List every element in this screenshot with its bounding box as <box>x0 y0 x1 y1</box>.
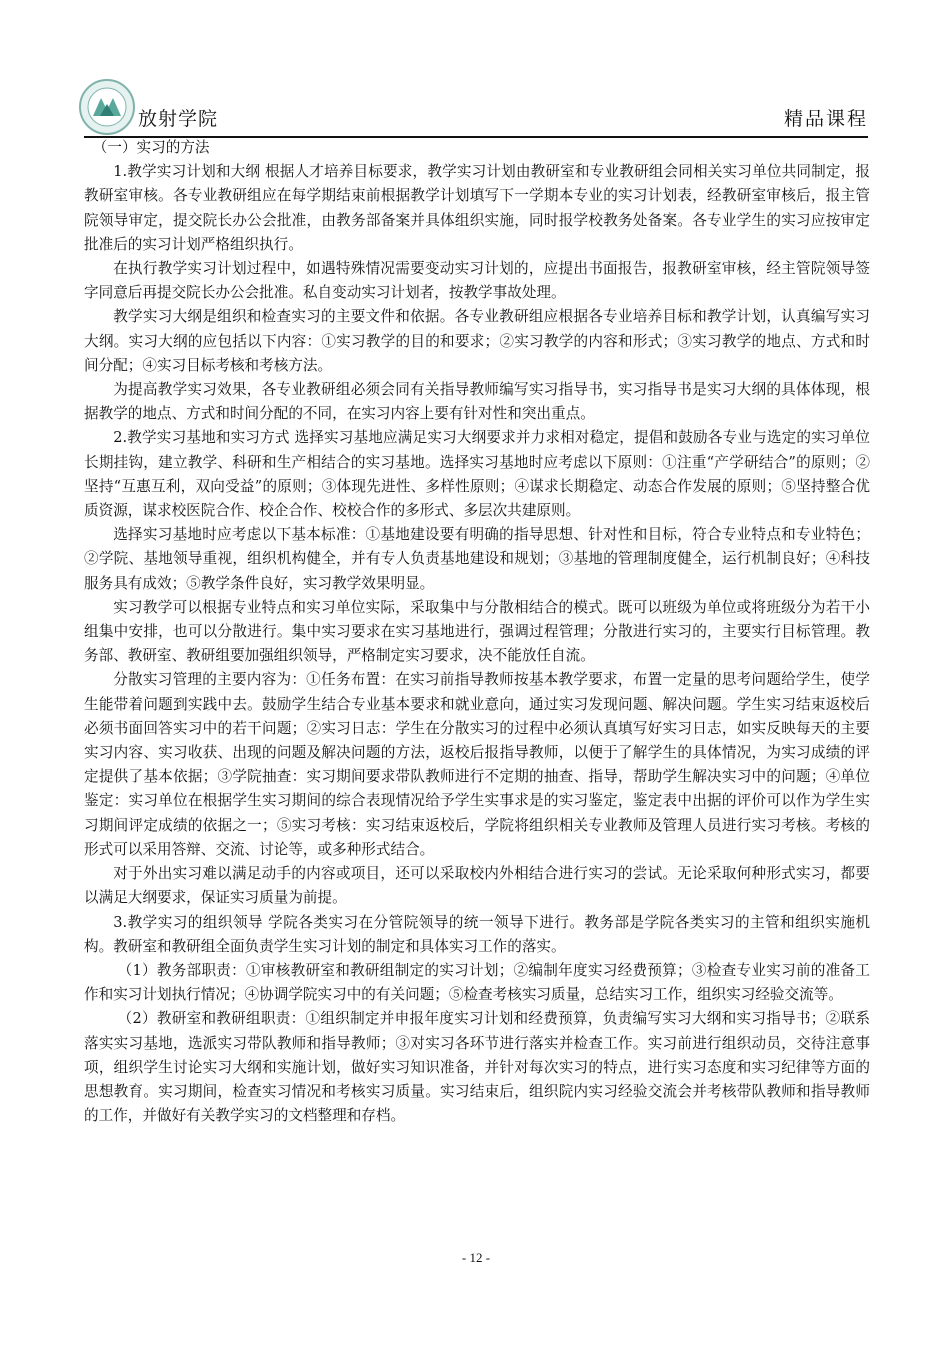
paragraph-plan-change: 在执行教学实习计划过程中，如遇特殊情况需要变动实习计划的，应提出书面报告，报教研室审核，经主管院领导签字同意后再提交院长办公会批准。私自变动实习计划者，按教学事故处理。 <box>84 260 870 302</box>
paragraph-dispersed: 分散实习管理的主要内容为：①任务布置：在实习前指导教师按基本教学要求，布置一定量的思考问题给学生，使学生能带着问题到实践中去。鼓励学生结合专业基本要求和就业意向，通过实习发现问题、解决问题。学生实习结束返校后必须书面回答实习中的若干问题；②实习日志：学生在分散实习的过程中必须认真填写好实习日志，如实反映每天的主要实习内容、实习收获、出现的问题及解决问题的方法，返校后报指导教师，以便于了解学生的具体情况，为实习成绩的评定提供了基本依据；③学院抽查：实习期间要求带队教师进行不定期的抽查、指导，帮助学生解决实习中的问题；④单位鉴定：实习单位在根据学生实习期间的综合表现情况给予学生实事求是的实习鉴定，鉴定表中出据的评价可以作为学生实习期间评定成绩的依据之一；⑤实习考核：实习结束返校后，学院将组织相关专业教师及管理人员进行实习考核。考核的形式可以采用答辩、交流、讨论等，或多种形式结合。 <box>84 671 870 858</box>
paragraph-combined: 对于外出实习难以满足动手的内容或项目，还可以采取校内外相结合进行实习的尝试。无论采取何种形式实习，都要以满足大纲要求，保证实习质量为前提。 <box>84 865 870 907</box>
university-logo <box>78 78 136 136</box>
school-name: 放射学院 <box>138 108 219 130</box>
paragraph-organization: 3.教学实习的组织领导 学院各类实习在分管院领导的统一领导下进行。教务部是学院各类实习的主管和组织实施机构。教研室和教研组全面负责学生实习计划的制定和具体实习工作的落实。 <box>84 913 870 955</box>
paragraph-plan: 1.教学实习计划和大纲 根据人才培养目标要求，教学实习计划由教研室和专业教研组会同相关实习单位共同制定，报教研室审核。各专业教研组应在每学期结束前根据教学计划填写下一学期本专业的实习计划表，经教研室审核后，报主管院领导审定，提交院长办公会批准，由教务部备案并具体组织实施，同时报学校教务处备案。各专业学生的实习应按审定批准后的实习计划严格组织执行。 <box>84 163 870 253</box>
course-label: 精品课程 <box>783 108 868 130</box>
paragraph-mode: 实习教学可以根据专业特点和实习单位实际，采取集中与分散相结合的模式。既可以班级为单位或将班级分为若干小组集中安排，也可以分散进行。集中实习要求在实习基地进行，强调过程管理；分散进行实习的，主要实行目标管理。教务部、教研室、教研组要加强组织领导，严格制定实习要求，决不能放任自流。 <box>84 598 870 665</box>
page-header <box>78 78 868 134</box>
paragraph-duty-academic-affairs: （1）教务部职责：①审核教研室和教研组制定的实习计划；②编制年度实习经费预算；③检查专业实习前的准备工作和实习计划执行情况；④协调学院实习中的有关问题；⑤检查考核实习质量，总结实习工作，组织实习经验交流等。 <box>84 961 870 1004</box>
page-body <box>84 136 870 1128</box>
paragraph-duty-teaching-office: （2）教研室和教研组职责：①组织制定并申报年度实习计划和经费预算，负责编写实习大纲和实习指导书；②联系落实实习基地，选派实习带队教师和指导教师；③对实习各环节进行落实并检查工作。实习前进行组织动员，交待注意事项，组织学生讨论实习大纲和实施计划，做好实习知识准备，并针对每次实习的特点，进行实习态度和实习纪律等方面的思想教育。实习期间，检查实习情况和考核实习质量。实习结束后，组织院内实习经验交流会并考核带队教师和指导教师的工作，并做好有关教学实习的文档整理和存档。 <box>84 1010 870 1125</box>
paragraph-guidebook: 为提高教学实习效果，各专业教研组必须会同有关指导教师编写实习指导书，实习指导书是实习大纲的具体体现，根据教学的地点、方式和时间分配的不同，在实习内容上要有针对性和突出重点。 <box>84 381 870 423</box>
paragraph-outline: 教学实习大纲是组织和检查实习的主要文件和依据。各专业教研组应根据各专业培养目标和教学计划，认真编写实习大纲。实习大纲的应包括以下内容：①实习教学的目的和要求；②实习教学的内容和形式；③实习教学的地点、方式和时间分配；④实习目标考核和考核方法。 <box>84 308 870 374</box>
page-number: - 12 - <box>461 1250 491 1265</box>
section-heading: （一）实习的方法 <box>92 139 210 156</box>
paragraph-base-standard: 选择实习基地时应考虑以下基本标准：①基地建设要有明确的指导思想、针对性和目标，符合专业特点和专业特色；②学院、基地领导重视，组织机构健全，并有专人负责基地建设和规划；③基地的管理制度健全，运行机制良好；④科技服务具有成效；⑤教学条件良好，实习教学效果明显。 <box>84 526 870 592</box>
paragraph-base: 2.教学实习基地和实习方式 选择实习基地应满足实习大纲要求并力求相对稳定，提倡和鼓励各专业与选定的实习单位长期挂钩，建立教学、科研和生产相结合的实习基地。选择实习基地时应考虑以下原则：①注重“产学研结合”的原则；②坚持“互惠互利，双向受益”的原则；③体现先进性、多样性原则；④谋求长期稳定、动态合作发展的原则；⑤坚持整合优质资源，谋求校医院合作、校企合作、校校合作的多形式、多层次共建原则。 <box>84 429 870 520</box>
